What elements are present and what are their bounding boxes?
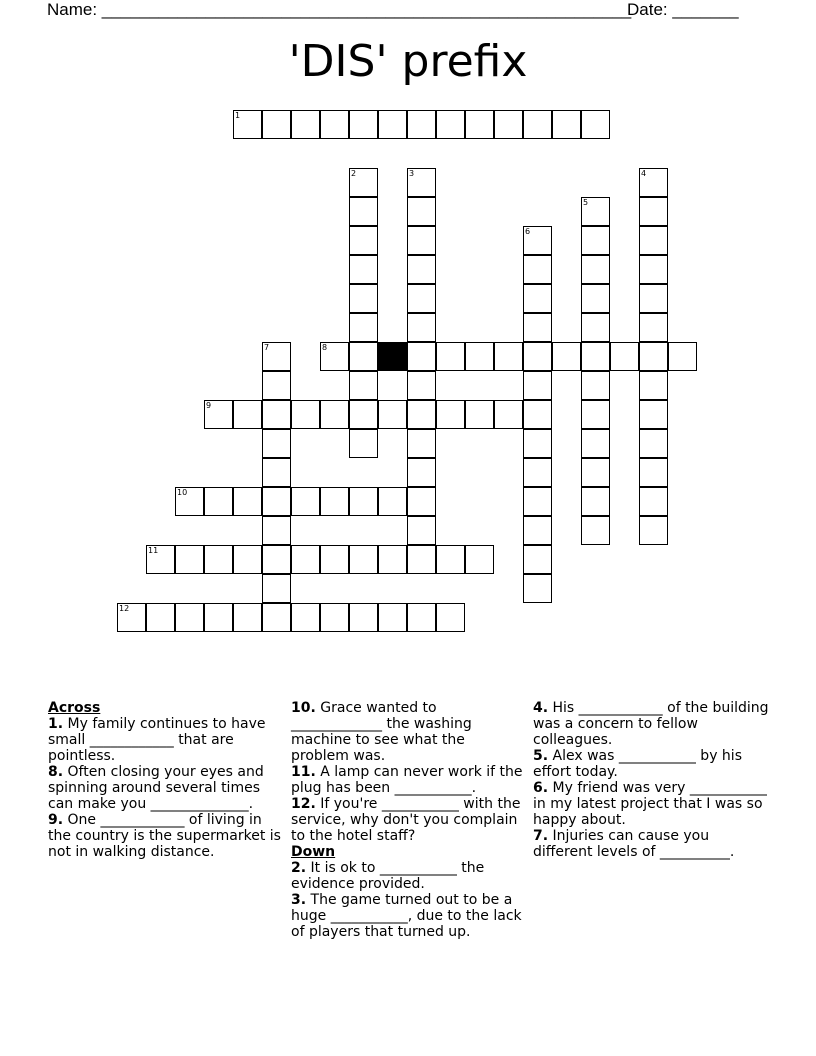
grid-cell[interactable] bbox=[233, 487, 262, 516]
grid-cell[interactable] bbox=[407, 226, 436, 255]
grid-cell[interactable] bbox=[407, 284, 436, 313]
grid-cell[interactable] bbox=[639, 342, 668, 371]
grid-cell[interactable] bbox=[262, 371, 291, 400]
clue-number-label: 5 bbox=[583, 198, 589, 207]
clue-number: 1. bbox=[48, 716, 64, 732]
clue-number: 9. bbox=[48, 812, 64, 828]
clue-number: 12. bbox=[291, 796, 316, 812]
grid-cell[interactable] bbox=[552, 342, 581, 371]
clue-number: 10. bbox=[291, 700, 316, 716]
grid-cell[interactable] bbox=[523, 545, 552, 574]
grid-cell[interactable] bbox=[349, 226, 378, 255]
grid-cell[interactable] bbox=[320, 603, 349, 632]
grid-cell[interactable] bbox=[436, 545, 465, 574]
clue-number-label: 4 bbox=[641, 169, 647, 178]
grid-cell[interactable] bbox=[349, 255, 378, 284]
grid-cell[interactable] bbox=[523, 255, 552, 284]
grid-cell[interactable] bbox=[639, 458, 668, 487]
grid-cell[interactable] bbox=[233, 545, 262, 574]
clue-number: 3. bbox=[291, 892, 307, 908]
grid-cell[interactable] bbox=[349, 603, 378, 632]
clue-text: My family continues to have small ____________ that are pointless. bbox=[48, 716, 266, 764]
grid-cell[interactable] bbox=[639, 284, 668, 313]
grid-cell[interactable] bbox=[465, 342, 494, 371]
grid-cell[interactable] bbox=[262, 574, 291, 603]
grid-cell[interactable] bbox=[523, 429, 552, 458]
grid-cell[interactable] bbox=[262, 545, 291, 574]
grid-cell[interactable] bbox=[291, 400, 320, 429]
grid-cell[interactable] bbox=[262, 429, 291, 458]
grid-cell[interactable] bbox=[581, 371, 610, 400]
grid-cell[interactable] bbox=[291, 545, 320, 574]
clue-number: 4. bbox=[533, 700, 549, 716]
grid-cell[interactable] bbox=[262, 342, 291, 371]
grid-cell[interactable] bbox=[262, 603, 291, 632]
clue-number: 5. bbox=[533, 748, 549, 764]
grid-cell[interactable] bbox=[639, 197, 668, 226]
grid-cell[interactable] bbox=[581, 226, 610, 255]
grid-cell[interactable] bbox=[523, 400, 552, 429]
grid-cell[interactable] bbox=[407, 516, 436, 545]
grid-cell[interactable] bbox=[407, 400, 436, 429]
grid-cell[interactable] bbox=[639, 516, 668, 545]
clue-item bbox=[291, 796, 527, 844]
clues-column-1 bbox=[48, 700, 284, 860]
grid-cell[interactable] bbox=[523, 313, 552, 342]
grid-cell[interactable] bbox=[581, 429, 610, 458]
grid-cell[interactable] bbox=[407, 110, 436, 139]
clue-text: My friend was very ___________ in my latest project that I was so happy about. bbox=[533, 780, 767, 828]
grid-cell[interactable] bbox=[436, 342, 465, 371]
grid-cell[interactable] bbox=[378, 110, 407, 139]
clue-number-label: 2 bbox=[351, 169, 357, 178]
grid-cell[interactable] bbox=[581, 400, 610, 429]
grid-cell[interactable] bbox=[175, 603, 204, 632]
clue-text: If you're ___________ with the service, why don't you complain to the hotel staff? bbox=[291, 796, 521, 844]
grid-cell[interactable] bbox=[581, 255, 610, 284]
clue-number: 7. bbox=[533, 828, 549, 844]
clue-text: Injuries can cause you different levels of __________. bbox=[533, 828, 735, 860]
grid-cell[interactable] bbox=[146, 603, 175, 632]
clue-item bbox=[533, 700, 769, 748]
clue-item bbox=[533, 748, 769, 780]
grid-cell[interactable] bbox=[262, 516, 291, 545]
grid-cell[interactable] bbox=[436, 603, 465, 632]
grid-cell[interactable] bbox=[581, 284, 610, 313]
clue-number-label: 1 bbox=[235, 111, 241, 120]
grid-cell[interactable] bbox=[523, 487, 552, 516]
grid-cell[interactable] bbox=[175, 545, 204, 574]
grid-cell[interactable] bbox=[175, 487, 204, 516]
grid-cell[interactable] bbox=[349, 110, 378, 139]
clues-column-3 bbox=[533, 700, 769, 860]
grid-cell[interactable] bbox=[494, 110, 523, 139]
grid-cell[interactable] bbox=[465, 400, 494, 429]
grid-cell[interactable] bbox=[407, 458, 436, 487]
clue-item bbox=[291, 764, 527, 796]
grid-cell[interactable] bbox=[407, 545, 436, 574]
grid-cell[interactable] bbox=[523, 574, 552, 603]
clue-item bbox=[533, 828, 769, 860]
clue-number-label: 11 bbox=[148, 546, 159, 555]
grid-cell[interactable] bbox=[320, 487, 349, 516]
grid-cell[interactable] bbox=[320, 110, 349, 139]
clue-item bbox=[291, 860, 527, 892]
grid-cell[interactable] bbox=[581, 197, 610, 226]
date-field-label: Date: _______ bbox=[627, 0, 739, 19]
clue-text: Alex was ___________ by his effort today. bbox=[533, 748, 742, 780]
clue-number: 6. bbox=[533, 780, 549, 796]
grid-cell[interactable] bbox=[146, 545, 175, 574]
grid-cell[interactable] bbox=[349, 168, 378, 197]
grid-cell[interactable] bbox=[349, 371, 378, 400]
grid-cell[interactable] bbox=[378, 545, 407, 574]
grid-cell[interactable] bbox=[639, 400, 668, 429]
grid-cell[interactable] bbox=[610, 342, 639, 371]
grid-cell[interactable] bbox=[668, 342, 697, 371]
grid-cell[interactable] bbox=[291, 487, 320, 516]
clue-text: His ____________ of the building was a concern to fellow colleagues. bbox=[533, 700, 769, 748]
grid-cell[interactable] bbox=[291, 110, 320, 139]
clue-number: 8. bbox=[48, 764, 64, 780]
clue-item bbox=[48, 716, 284, 764]
grid-cell[interactable] bbox=[436, 400, 465, 429]
grid-cell[interactable] bbox=[349, 284, 378, 313]
clue-text: A lamp can never work if the plug has been ___________. bbox=[291, 764, 523, 796]
clue-text: Often closing your eyes and spinning around several times can make you ______________. bbox=[48, 764, 264, 812]
grid-cell[interactable] bbox=[639, 487, 668, 516]
grid-cell[interactable] bbox=[320, 545, 349, 574]
grid-cell[interactable] bbox=[465, 545, 494, 574]
grid-cell[interactable] bbox=[262, 458, 291, 487]
grid-cell[interactable] bbox=[407, 487, 436, 516]
grid-cell[interactable] bbox=[639, 226, 668, 255]
grid-cell[interactable] bbox=[639, 313, 668, 342]
grid-cell[interactable] bbox=[320, 400, 349, 429]
grid-cell[interactable] bbox=[523, 284, 552, 313]
grid-cell[interactable] bbox=[494, 342, 523, 371]
grid-cell[interactable] bbox=[349, 545, 378, 574]
clue-item bbox=[291, 892, 527, 940]
grid-cell[interactable] bbox=[494, 400, 523, 429]
grid-cell[interactable] bbox=[349, 400, 378, 429]
grid-cell[interactable] bbox=[523, 371, 552, 400]
grid-cell[interactable] bbox=[581, 313, 610, 342]
grid-cell[interactable] bbox=[117, 603, 146, 632]
black-square bbox=[378, 342, 407, 371]
grid-cell[interactable] bbox=[204, 400, 233, 429]
grid-cell[interactable] bbox=[407, 342, 436, 371]
grid-cell[interactable] bbox=[349, 487, 378, 516]
clue-text: One ____________ of living in the country is the supermarket is not in walking distance. bbox=[48, 812, 281, 860]
clue-number-label: 6 bbox=[525, 227, 531, 236]
grid-cell[interactable] bbox=[407, 313, 436, 342]
clue-number: 2. bbox=[291, 860, 307, 876]
grid-cell[interactable] bbox=[407, 371, 436, 400]
clues-column-2 bbox=[291, 700, 527, 940]
clue-text: The game turned out to be a huge ___________, due to the lack of players that turned up. bbox=[291, 892, 522, 940]
section-heading: Down bbox=[291, 844, 336, 860]
grid-cell[interactable] bbox=[349, 429, 378, 458]
clue-number-label: 7 bbox=[264, 343, 270, 352]
grid-cell[interactable] bbox=[233, 603, 262, 632]
grid-cell[interactable] bbox=[639, 255, 668, 284]
grid-cell[interactable] bbox=[291, 603, 320, 632]
grid-cell[interactable] bbox=[204, 487, 233, 516]
grid-cell[interactable] bbox=[581, 342, 610, 371]
grid-cell[interactable] bbox=[523, 110, 552, 139]
grid-cell[interactable] bbox=[523, 458, 552, 487]
grid-cell[interactable] bbox=[320, 342, 349, 371]
grid-cell[interactable] bbox=[581, 458, 610, 487]
grid-cell[interactable] bbox=[378, 603, 407, 632]
grid-cell[interactable] bbox=[407, 168, 436, 197]
clue-text: It is ok to ___________ the evidence provided. bbox=[291, 860, 485, 892]
clue-number-label: 3 bbox=[409, 169, 415, 178]
grid-cell[interactable] bbox=[349, 313, 378, 342]
grid-cell[interactable] bbox=[523, 226, 552, 255]
grid-cell[interactable] bbox=[233, 400, 262, 429]
grid-cell[interactable] bbox=[349, 342, 378, 371]
grid-cell[interactable] bbox=[465, 110, 494, 139]
grid-cell[interactable] bbox=[552, 110, 581, 139]
grid-cell[interactable] bbox=[349, 197, 378, 226]
grid-cell[interactable] bbox=[581, 110, 610, 139]
grid-cell[interactable] bbox=[523, 516, 552, 545]
grid-cell[interactable] bbox=[204, 545, 233, 574]
section-heading: Across bbox=[48, 700, 101, 716]
clue-text: Grace wanted to _____________ the washing machine to see what the problem was. bbox=[291, 700, 472, 764]
grid-cell[interactable] bbox=[407, 429, 436, 458]
clue-number-label: 9 bbox=[206, 401, 212, 410]
grid-cell[interactable] bbox=[639, 168, 668, 197]
grid-cell[interactable] bbox=[262, 487, 291, 516]
grid-cell[interactable] bbox=[204, 603, 233, 632]
grid-cell[interactable] bbox=[378, 487, 407, 516]
clue-number-label: 12 bbox=[119, 604, 130, 613]
grid-cell[interactable] bbox=[378, 400, 407, 429]
grid-cell[interactable] bbox=[407, 197, 436, 226]
page-title: 'DIS' prefix bbox=[288, 36, 528, 87]
clue-number-label: 8 bbox=[322, 343, 328, 352]
name-field-label: Name: ________________________________________________________ bbox=[47, 0, 632, 19]
clue-item bbox=[48, 764, 284, 812]
grid-cell[interactable] bbox=[262, 400, 291, 429]
clue-number-label: 10 bbox=[177, 488, 188, 497]
grid-cell[interactable] bbox=[436, 110, 465, 139]
grid-cell[interactable] bbox=[407, 603, 436, 632]
grid-cell[interactable] bbox=[581, 516, 610, 545]
grid-cell[interactable] bbox=[639, 371, 668, 400]
clue-item bbox=[533, 780, 769, 828]
grid-cell[interactable] bbox=[581, 487, 610, 516]
grid-cell[interactable] bbox=[262, 110, 291, 139]
clue-number: 11. bbox=[291, 764, 316, 780]
clue-item bbox=[48, 812, 284, 860]
clue-item bbox=[291, 700, 527, 764]
grid-cell[interactable] bbox=[523, 342, 552, 371]
grid-cell[interactable] bbox=[639, 429, 668, 458]
grid-cell[interactable] bbox=[407, 255, 436, 284]
grid-cell[interactable] bbox=[233, 110, 262, 139]
